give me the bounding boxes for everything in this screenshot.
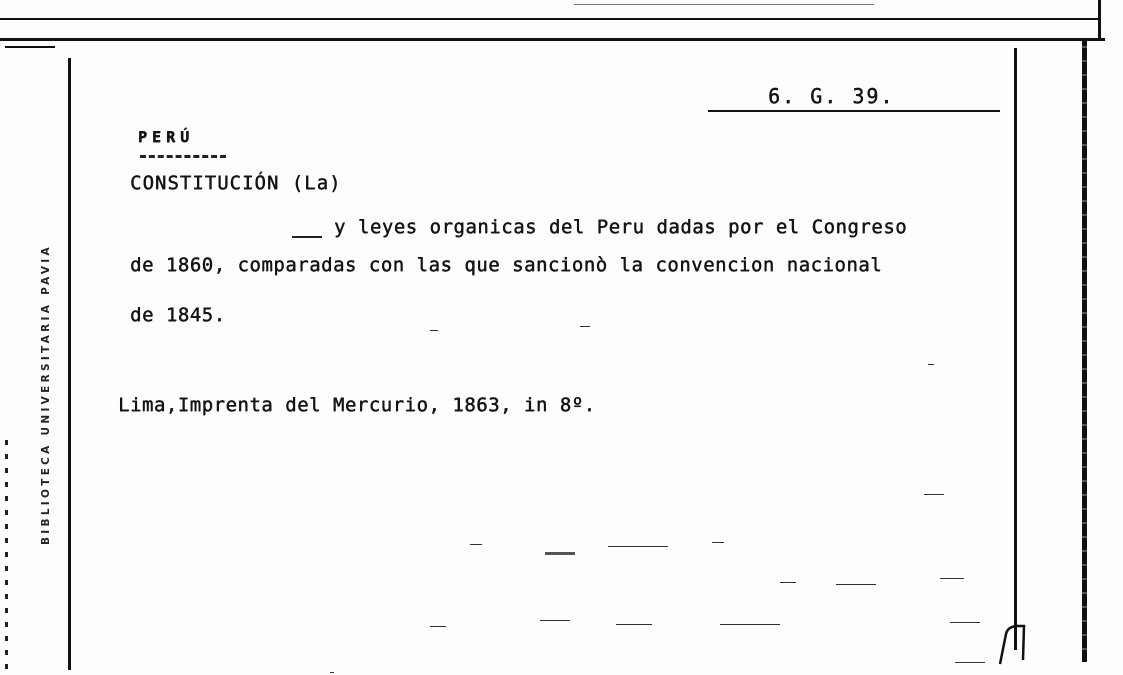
scan-speck <box>616 624 652 625</box>
shelfmark: 6. G. 39. <box>768 84 895 108</box>
title-repeat-dash <box>292 236 322 238</box>
scan-speck <box>545 552 575 555</box>
scan-speck <box>540 620 570 621</box>
scan-speck <box>470 544 482 545</box>
scan-speck <box>330 672 334 673</box>
scan-speck <box>780 582 796 583</box>
left-margin-line <box>68 58 71 670</box>
right-card-edge <box>1082 40 1087 662</box>
top-border-line <box>0 18 1100 20</box>
scan-speck <box>836 584 876 585</box>
scan-speck <box>430 626 446 627</box>
shelfmark-underline <box>708 110 1000 112</box>
scan-speck <box>720 624 780 625</box>
handwritten-mark <box>996 620 1026 666</box>
country-heading: PERÚ <box>138 128 195 146</box>
top-border-fragment <box>574 4 874 5</box>
library-stamp: BIBLIOTECA UNIVERSITARIA PAVIA <box>40 244 52 545</box>
scan-speck <box>928 364 934 365</box>
scan-speck <box>955 662 985 663</box>
top-border-fragment <box>5 46 55 48</box>
scan-speck <box>950 622 980 623</box>
top-right-corner-line <box>1098 0 1101 40</box>
entry-body-line: y leyes organicas del Peru dadas por el Congreso <box>334 216 908 238</box>
right-margin-line <box>1014 48 1017 650</box>
entry-body-line: de 1845. <box>130 304 226 326</box>
scan-speck <box>924 494 944 495</box>
scan-speck <box>608 546 668 547</box>
imprint-line: Lima,Imprenta del Mercurio, 1863, in 8º. <box>118 394 596 416</box>
scan-speck <box>580 326 590 327</box>
country-underline <box>140 155 226 158</box>
top-border-line-inner <box>0 38 1105 41</box>
scan-speck <box>430 330 438 331</box>
scan-speck <box>712 542 724 543</box>
entry-title: CONSTITUCIÓN (La) <box>130 172 342 194</box>
scan-speck <box>940 578 964 579</box>
entry-body-line: de 1860, comparadas con las que sancionò la convencion nacional <box>130 254 883 276</box>
left-card-edge <box>5 440 8 670</box>
